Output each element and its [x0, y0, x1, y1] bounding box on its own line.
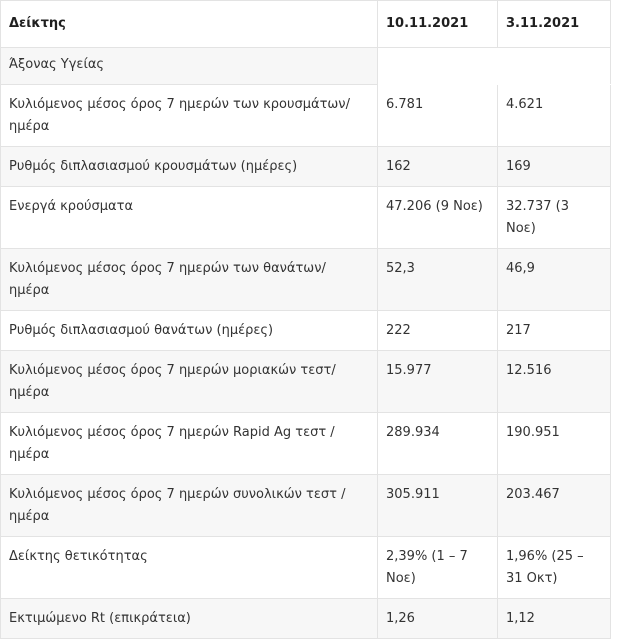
value-date-1: 289.934: [378, 413, 498, 475]
header-date-1: 10.11.2021: [378, 1, 498, 48]
indicator-cell: Δείκτης θετικότητας: [1, 537, 378, 599]
table-row: [1, 147, 611, 187]
value-date-2: 32.737 (3 Νοε): [498, 187, 611, 249]
value-date-1: 52,3: [378, 249, 498, 311]
table-row: [1, 537, 611, 599]
indicator-cell: Κυλιόμενος μέσος όρος 7 ημερών των θανάτων/ ημέρα: [1, 249, 378, 311]
value-date-1: 162: [378, 147, 498, 187]
section-blank: [378, 48, 611, 85]
table-row: [1, 475, 611, 537]
header-date-2: 3.11.2021: [498, 1, 611, 48]
indicator-cell: Κυλιόμενος μέσος όρος 7 ημερών των κρουσμάτων/ ημέρα: [1, 85, 378, 147]
indicator-cell: Ρυθμός διπλασιασμού θανάτων (ημέρες): [1, 311, 378, 351]
table-row: [1, 311, 611, 351]
value-date-1: 222: [378, 311, 498, 351]
section-title: Άξονας Υγείας: [1, 48, 378, 85]
value-date-2: 217: [498, 311, 611, 351]
indicator-cell: Κυλιόμενος μέσος όρος 7 ημερών μοριακών τεστ/ ημέρα: [1, 351, 378, 413]
value-date-1: 15.977: [378, 351, 498, 413]
value-date-2: 12.516: [498, 351, 611, 413]
indicator-cell: Εκτιμώμενο Rt (επικράτεια): [1, 599, 378, 639]
table-row: [1, 187, 611, 249]
indicator-cell: Ενεργά κρούσματα: [1, 187, 378, 249]
value-date-1: 1,26: [378, 599, 498, 639]
value-date-2: 1,96% (25 – 31 Οκτ): [498, 537, 611, 599]
table-row: [1, 249, 611, 311]
header-indicator: Δείκτης: [1, 1, 378, 48]
section-row: [1, 48, 611, 85]
value-date-1: 305.911: [378, 475, 498, 537]
table-row: [1, 85, 611, 147]
value-date-2: 4.621: [498, 85, 611, 147]
value-date-2: 169: [498, 147, 611, 187]
table-header-row: [1, 1, 611, 48]
value-date-2: 190.951: [498, 413, 611, 475]
table-row: [1, 599, 611, 639]
value-date-1: 2,39% (1 – 7 Νοε): [378, 537, 498, 599]
value-date-1: 6.781: [378, 85, 498, 147]
indicator-cell: Κυλιόμενος μέσος όρος 7 ημερών συνολικών τεστ / ημέρα: [1, 475, 378, 537]
value-date-2: 46,9: [498, 249, 611, 311]
value-date-1: 47.206 (9 Νοε): [378, 187, 498, 249]
indicator-cell: Κυλιόμενος μέσος όρος 7 ημερών Rapid Ag τεστ / ημέρα: [1, 413, 378, 475]
table-row: [1, 351, 611, 413]
indicator-cell: Ρυθμός διπλασιασμού κρουσμάτων (ημέρες): [1, 147, 378, 187]
table-row: [1, 413, 611, 475]
value-date-2: 203.467: [498, 475, 611, 537]
value-date-2: 1,12: [498, 599, 611, 639]
